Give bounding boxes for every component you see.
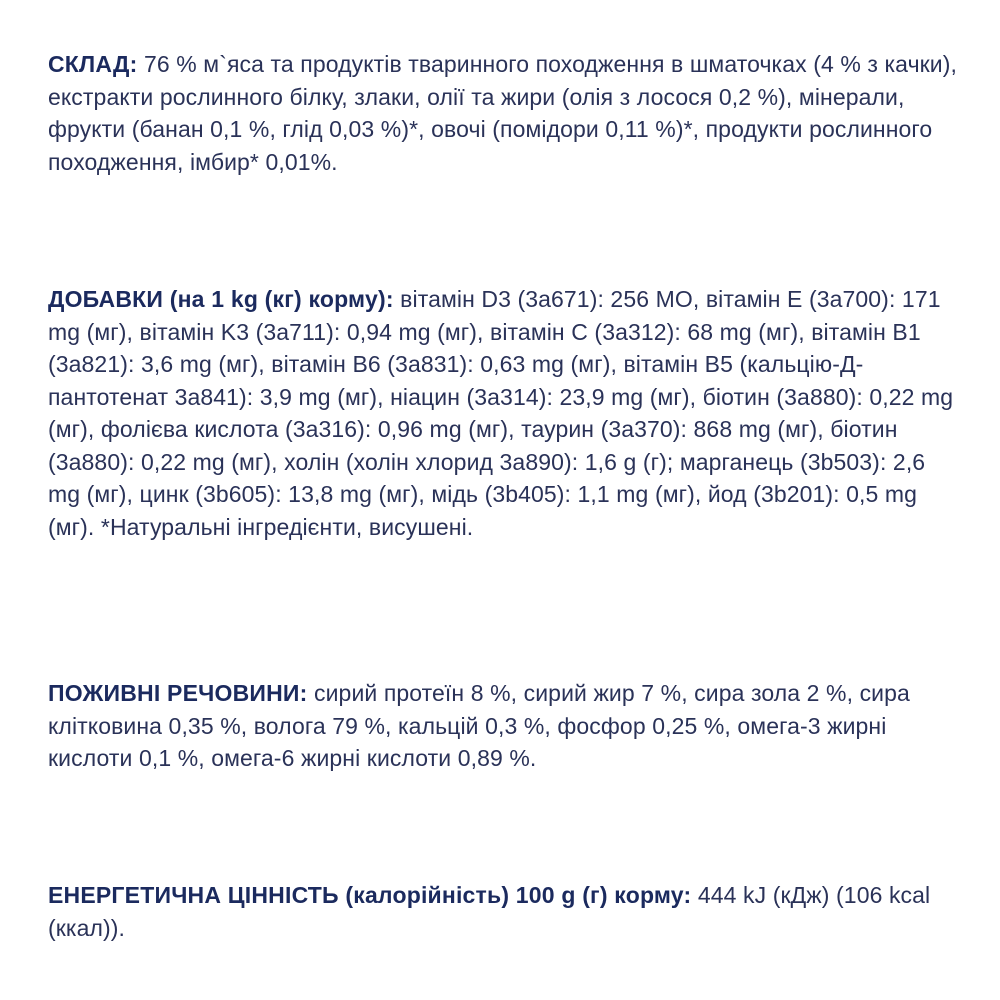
additives-label: ДОБАВКИ (на 1 kg (кг) корму): bbox=[48, 286, 394, 312]
energy-text: 444 kJ (кДж) (106 kcal (ккал)). bbox=[48, 882, 931, 941]
energy-label: ЕНЕРГЕТИЧНА ЦІННІСТЬ (калорійність) 100 g (г) корму: bbox=[48, 882, 692, 908]
composition-label: СКЛАД: bbox=[48, 51, 138, 77]
composition-section bbox=[48, 48, 958, 178]
additives-section bbox=[48, 283, 958, 543]
nutrients-text: сирий протеїн 8 %, сирий жир 7 %, сира зола 2 %, сира клітковина 0,35 %, волога 79 %, кальцій 0,3 %, фосфор 0,25 %, омега-3 жирні кислоти 0,1 %, омега-6 жирні кислоти 0,89 %. bbox=[48, 680, 910, 771]
nutrients-section bbox=[48, 677, 958, 775]
additives-text: вітамін D3 (3a671): 256 МО, вітамін E (3a700): 171 mg (мг), вітамін K3 (3a711): 0,94 mg (мг), вітамін C (3a312): 68 mg (мг), вітамін B1 (3a821): 3,6 mg (мг), вітамін B6 (3a831): 0,63 mg (мг), вітамін B5 (кальцію-Д-пантотенат 3a841): 3,9 mg (мг), ніацин (3a314): 23,9 mg (мг), біотин (3a880): 0,22 mg (мг), фолієва кислота (3a316): 0,96 mg (мг), таурин (3a370): 868 mg (мг), біотин (3a880): 0,22 mg (мг), холін (холін хлорид 3a890): 1,6 g (г); марганець (3b503): 2,6 mg (мг), цинк (3b605): 13,8 mg (мг), мідь (3b405): 1,1 mg (мг), йод (3b201): 0,5 mg (мг). *Натуральні інгредієнти, висушені. bbox=[48, 286, 954, 540]
energy-section bbox=[48, 879, 958, 944]
composition-text: 76 % м`яса та продуктів тваринного походження в шматочках (4 % з качки), екстракти рослинного білку, злаки, олії та жири (олія з лосося 0,2 %), мінерали, фрукти (банан 0,1 %, глід 0,03 %)*, овочі (помідори 0,11 %)*, продукти рослинного походження, імбир* 0,01%. bbox=[48, 51, 958, 175]
nutrients-label: ПОЖИВНІ РЕЧОВИНИ: bbox=[48, 680, 308, 706]
